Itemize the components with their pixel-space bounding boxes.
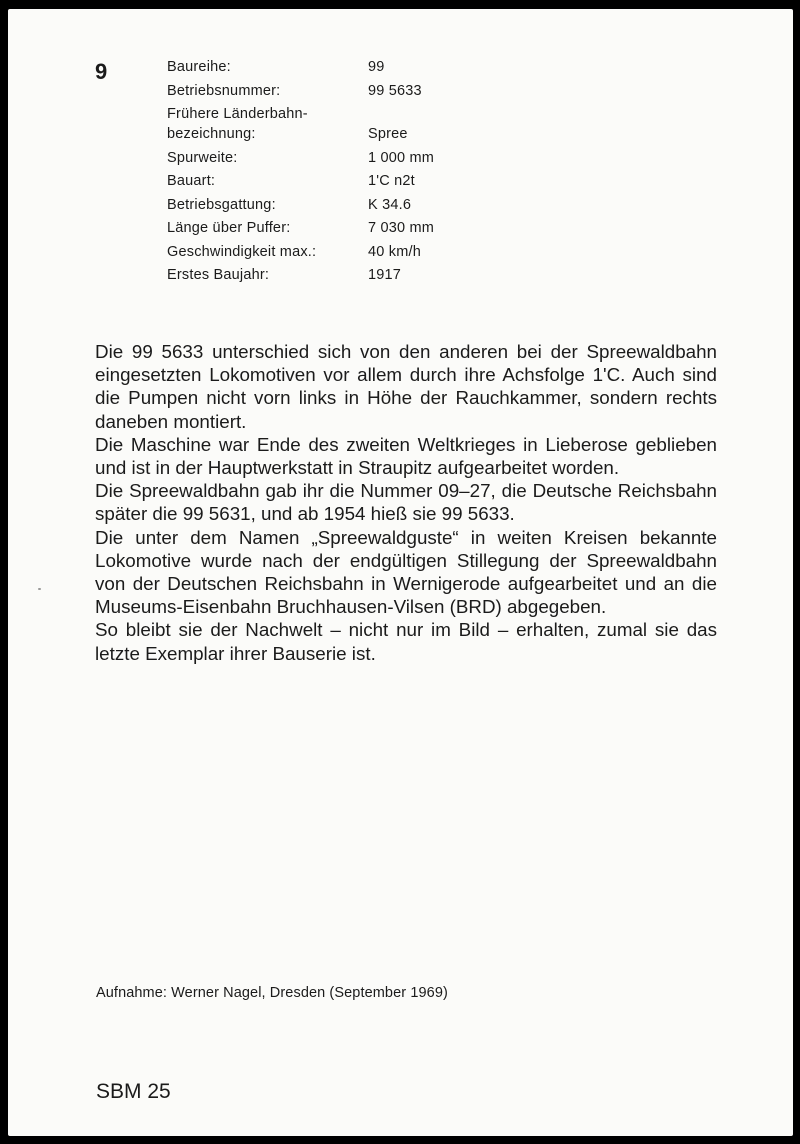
spec-value: Spree [368, 126, 408, 142]
spec-row [167, 265, 434, 285]
spec-value: 40 km/h [368, 243, 421, 260]
spec-label: Bauart: [167, 173, 216, 189]
description-paragraph: Die Maschine war Ende des zweiten Weltkrieges in Lieberose geblieben und ist in der Hauptwerkstatt in Straupitz aufgearbeitet worden. [95, 433, 717, 479]
spec-value: 7 030 mm [368, 220, 435, 236]
description-paragraph: So bleibt sie der Nachwelt – nicht nur im Bild – erhalten, zumal sie das letzte Exemplar ihrer Bauserie ist. [95, 619, 717, 664]
description-paragraph: Die unter dem Namen „Spreewaldguste“ in weiten Kreisen bekannte Lokomotive wurde nach der endgültigen Stillegung der Spreewaldbahn von der Deutschen Reichsbahn in Wernigerode aufgearbeitet und an die Museums-Eisenbahn Bruchhausen-Vilsen (BRD) abgegeben. [95, 526, 717, 618]
spec-value: 1'C n2t [368, 173, 415, 189]
spec-row [167, 148, 434, 168]
print-speck [38, 588, 41, 590]
series-code: SBM 25 [96, 1080, 171, 1103]
spec-table [167, 57, 434, 289]
description-paragraph: Die 99 5633 unterschied sich von den anderen bei der Spreewaldbahn eingesetzten Lokomotiven vor allem durch ihre Achsfolge 1'C. Auch sind die Pumpen nicht vorn links in Höhe der Rauchkammer, sondern rechts daneben montiert. [95, 341, 717, 432]
spec-value: 99 5633 [368, 82, 422, 99]
card-number: 9 [95, 59, 108, 84]
spec-value: 99 [368, 59, 385, 75]
spec-row [167, 104, 434, 144]
spec-row [167, 81, 434, 101]
spec-label: Frühere Länderbahn- bezeichnung: [167, 106, 308, 142]
description-text [95, 340, 717, 665]
spec-label: Baureihe: [167, 59, 231, 75]
spec-label: Erstes Baujahr: [167, 267, 270, 283]
spec-label: Betriebsgattung: [167, 196, 276, 213]
postcard-back [8, 9, 793, 1136]
description-paragraph: Die Spreewaldbahn gab ihr die Nummer 09–27, die Deutsche Reichsbahn später die 99 5631, und ab 1954 hieß sie 99 5633. [95, 480, 717, 525]
spec-value: 1 000 mm [368, 149, 435, 166]
spec-label: Betriebsnummer: [167, 82, 281, 99]
spec-label: Geschwindigkeit max.: [167, 243, 317, 260]
spec-value: 1917 [368, 267, 402, 283]
spec-label: Spurweite: [167, 149, 238, 166]
spec-row [167, 218, 434, 238]
spec-row [167, 171, 434, 191]
photo-credit: Aufnahme: Werner Nagel, Dresden (September 1969) [96, 985, 448, 1001]
spec-value: K 34.6 [368, 196, 412, 213]
spec-row [167, 242, 434, 262]
spec-row [167, 195, 434, 215]
spec-row [167, 57, 434, 77]
spec-label: Länge über Puffer: [167, 220, 291, 236]
